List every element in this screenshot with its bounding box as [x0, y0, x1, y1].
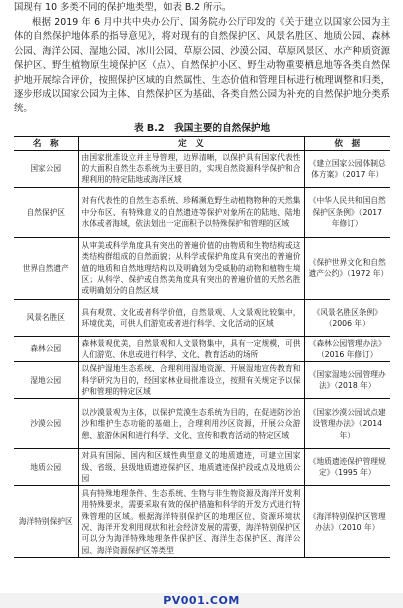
- row-name: 国家公园: [14, 150, 78, 187]
- intro-line: 国现有 10 多类不同的保护地类型，如表 B.2 所示。: [14, 2, 232, 13]
- table-row: [14, 150, 390, 187]
- row-definition: 具有观赏、文化或者科学价值，自然景观、人文景观比较集中，环境优美，可供人们游览或者进行科学、文化活动的区域: [78, 299, 304, 336]
- row-definition: 对有代表性的自然生态系统、珍稀濒危野生动植物物种的天然集中分布区、有特殊意义的自然遗迹等保护对象所在的陆地、陆地水体或者海域，依法划出一定面积予以特殊保护和管理的区域: [78, 187, 304, 237]
- row-basis: 《风景名胜区条例》（2006 年）: [304, 299, 390, 336]
- table-row: [14, 399, 390, 449]
- table-row: [14, 486, 390, 558]
- table-row: [14, 187, 390, 237]
- header-name: 名 称: [14, 136, 78, 150]
- row-name: 自然保护区: [14, 187, 78, 237]
- row-basis: 《保护世界文化和自然遗产公约》（1972 年）: [304, 237, 390, 299]
- header-definition: 定 义: [78, 136, 304, 150]
- table-row: [14, 237, 390, 299]
- table-row: [14, 299, 390, 336]
- header-basis: 依 据: [304, 136, 390, 150]
- document-page: [14, 2, 390, 558]
- row-basis: 《地质遗迹保护管理规定》（1995 年）: [304, 449, 390, 486]
- table-header-row: [14, 136, 390, 150]
- site-watermark: PV001.COM: [0, 593, 403, 608]
- row-definition: 由国家批准设立并主导管理，边界清晰，以保护具有国家代表性的大面积自然生态系统为主要目的，实现自然资源科学保护和合理利用的特定陆地或海洋区域: [78, 150, 304, 187]
- row-basis: 《中华人民共和国自然保护区条例》（2017 年修订）: [304, 187, 390, 237]
- row-name: 地质公园: [14, 449, 78, 486]
- row-basis: 《森林公园管理办法》（2016 年修订）: [304, 336, 390, 362]
- row-name: 湿地公园: [14, 362, 78, 399]
- row-basis: 《建立国家公园体制总体方案》（2017 年）: [304, 150, 390, 187]
- row-name: 世界自然遗产: [14, 237, 78, 299]
- row-name: 海洋特别保护区: [14, 486, 78, 558]
- row-definition: 以沙漠景观为主体，以保护荒漠生态系统为目的，在促进防沙治沙和维护生态功能的基础上，合理利用沙区资源，开展公众游憩、旅游休闲和进行科学、文化、宣传和教育活动的特定区域: [78, 399, 304, 449]
- table-row: [14, 336, 390, 362]
- row-definition: 具有特殊地理条件、生态系统、生物与非生物资源及海洋开发利用特殊要求，需要采取有效的保护措施和科学的开发方式进行特殊管理的区域。根据海洋特别保护区的地理区位、资源环境状况、海洋开发利用现状和社会经济发展的需要，海洋特别保护区可以分为海洋特殊地理条件保护区、海洋生态保护区、海洋公园、海洋资源保护区等类型: [78, 486, 304, 558]
- row-name: 风景名胜区: [14, 299, 78, 336]
- table-row: [14, 362, 390, 399]
- row-basis: 《国家湿地公园管理办法》（2018 年）: [304, 362, 390, 399]
- body-paragraph: 根据 2019 年 6 月中共中央办公厅、国务院办公厅印发的《关于建立以国家公园为主体的自然保护地体系的指导意见》，将对现有的自然保护区、风景名胜区、地质公园、森林公园、海洋公园、湿地公园、冰川公园、草原公园、沙漠公园、草原风景区、水产种质资源保护区、野生植物原生境保护区（点）、自然保护小区、野生动物重要栖息地等各类自然保护地开展综合评价，按照保护区域的自然属性、生态价值和管理目标进行梳理调整和归类，逐步形成以国家公园为主体、自然保护区为基础、各类自然公园为补充的自然保护地分类系统。: [14, 17, 390, 115]
- row-definition: 以保护湿地生态系统、合理利用湿地资源、开展湿地宣传教育和科学研究为目的，经国家林业局批准设立，按照有关规定予以保护和管理的特定区域: [78, 362, 304, 399]
- row-name: 森林公园: [14, 336, 78, 362]
- row-definition: 从审美或科学角度具有突出的普遍价值的由物质和生物结构或这类结构群组成的自然面貌；从科学或保护角度具有突出的普遍价值的地质和自然地理结构以及明确划为受威胁的动物和植物生境区；从科学、保护或自然美角度具有突出的普遍价值的天然名胜或明确划分的自然区域: [78, 237, 304, 299]
- protected-areas-table: [14, 136, 390, 559]
- table-row: [14, 449, 390, 486]
- row-definition: 森林景观优美，自然景观和人文景物集中，具有一定规模，可供人们游览、休息或进行科学、文化、教育活动的场所: [78, 336, 304, 362]
- row-name: 沙漠公园: [14, 399, 78, 449]
- table-caption: 表 B.2 我国主要的自然保护地: [133, 122, 271, 134]
- row-basis: 《海洋特别保护区管理办法》（2010 年）: [304, 486, 390, 558]
- row-basis: 《国家沙漠公园试点建设管理办法》（2014 年）: [304, 399, 390, 449]
- row-definition: 对具有国际、国内和区域性典型意义的地质遗迹，可建立国家级、省级、县级地质遗迹保护区、地质遗迹保护段或点及地质公园: [78, 449, 304, 486]
